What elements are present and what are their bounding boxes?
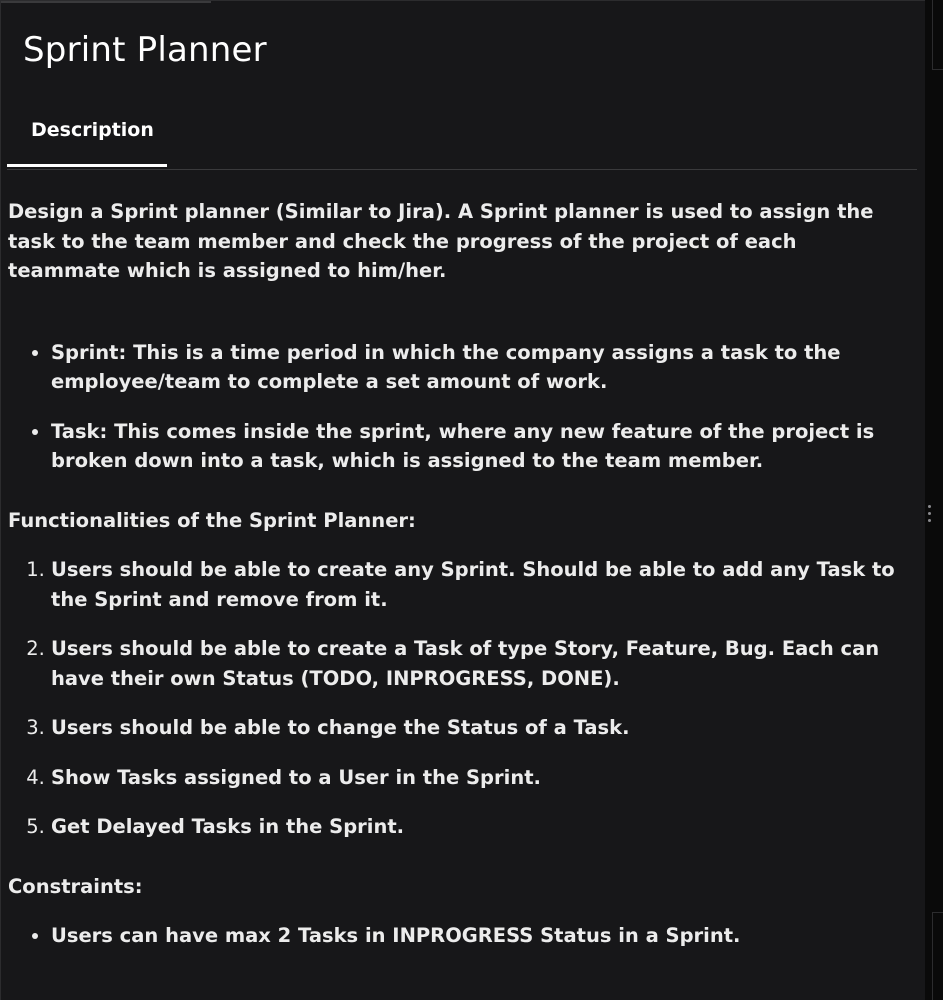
page-title: Sprint Planner [23,30,267,70]
list-item: • Users can have max 2 Tasks in INPROGRESS Status in a Sprint. [51,921,913,951]
list-item: 5. Get Delayed Tasks in the Sprint. [51,812,913,842]
definitions-list [8,338,913,476]
panel-resize-handle[interactable] [927,505,933,529]
functionalities-heading: Functionalities of the Sprint Planner: [8,508,416,532]
list-item: • Sprint: This is a time period in which the company assigns a task to the employee/team to complete a set amount of work. [51,338,913,397]
list-item: • Task: This comes inside the sprint, where any new feature of the project is broken down into a task, which is assigned to the team member. [51,417,913,476]
list-item: 2. Users should be able to create a Task of type Story, Feature, Bug. Each can have their own Status (TODO, INPROGRESS, DONE). [51,634,913,693]
right-gutter [925,0,943,1000]
adjacent-panel-edge-bottom [932,912,943,1000]
list-item: 4. Show Tasks assigned to a User in the Sprint. [51,763,913,793]
tab-description[interactable]: Description [7,109,167,167]
panel-top-divider [1,1,211,3]
adjacent-panel-edge-top [932,0,943,70]
list-item: 3. Users should be able to change the Status of a Task. [51,713,913,743]
constraints-heading: Constraints: [8,874,143,898]
constraints-list [8,921,913,951]
functionalities-list [8,555,913,842]
description-content [8,197,913,971]
list-item: 1. Users should be able to create any Sprint. Should be able to add any Task to the Sprint and remove from it. [51,555,913,614]
intro-paragraph: Design a Sprint planner (Similar to Jira). A Sprint planner is used to assign the task to the team member and check the progress of the project of each teammate which is assigned to him/her. [8,200,874,282]
tab-bar [7,109,917,170]
